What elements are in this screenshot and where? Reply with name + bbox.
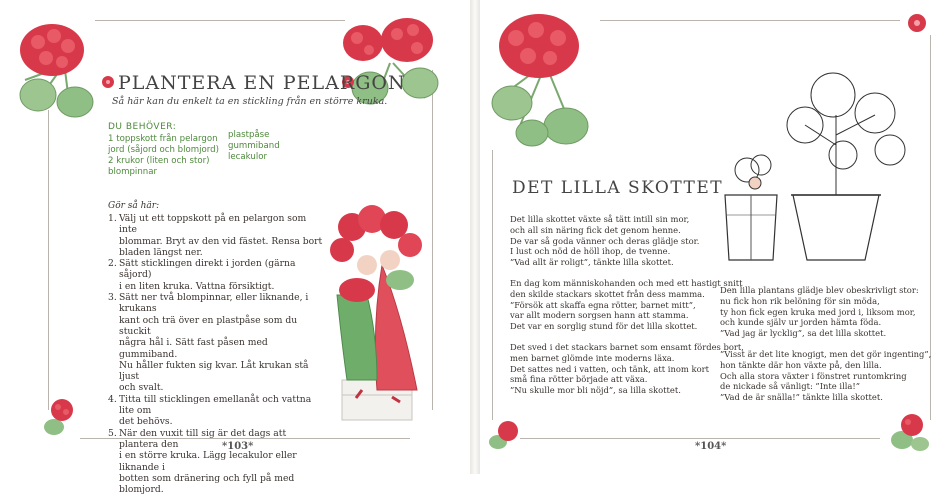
geranium-ornament-large [484, 8, 609, 148]
step-item: 4. Titta till sticklingen emellanåt och vattna lite om det behövs. [108, 393, 312, 428]
geranium-ornament-bottom-right [888, 410, 932, 454]
left-page [0, 0, 470, 495]
step-number: 1. [108, 213, 117, 224]
poem-stanza: Det sved i det stackars barnet som ensamt fördes bort, men barnet glömde inte moderns läxa. Det sattes ned i vatten, och tänk, att inom kort små fina rötter började att växa. ”Nu skulle mor bli nöjd”, sa lilla skottet. [510, 341, 744, 396]
plant-pots-illustration [715, 55, 930, 265]
poem-column-right [720, 285, 931, 413]
step-number: 3. [108, 292, 117, 304]
step-number: 4. [108, 393, 117, 405]
frame-top [600, 20, 900, 21]
frame-top-left [95, 20, 345, 21]
flower-girls-illustration [322, 205, 432, 430]
frame-left [48, 110, 49, 410]
frame-bottom [520, 438, 880, 439]
list-item: plastpåse [228, 130, 270, 140]
steps-heading: Gör så här: [108, 201, 160, 211]
page-number: *103* [222, 441, 254, 452]
geranium-ornament-bottom-left [488, 418, 524, 452]
page-number: *104* [695, 441, 727, 452]
frame-left [492, 150, 493, 420]
step-item: 5. När den vuxit till sig är det dags att plantera den i en större kruka. Lägg lecakulor eller liknande i botten som dränering och fyll på med blomjord. [108, 427, 297, 495]
step-number: 2. [108, 258, 117, 270]
geranium-ornament-top-left [10, 10, 120, 120]
steps-list [108, 213, 326, 495]
list-item: blompinnar [108, 167, 158, 177]
right-page [480, 0, 950, 474]
list-item: gummiband [228, 141, 280, 151]
flower-icon [906, 12, 928, 34]
step-item: 1. Välj ut ett toppskott på en pelargon som inte blommar. Bryt av den vid fästet. Rensa bort bladen längst ner. [108, 213, 323, 258]
book-gutter [470, 0, 480, 474]
poem-column-left [510, 214, 744, 406]
needs-list-1 [108, 134, 219, 178]
list-item: lecakulor [228, 152, 268, 162]
poem-stanza: Den lilla plantans glädje blev obeskrivligt stor: nu fick hon rik belöning för sin möda, ty hon fick egen kruka med jord i, liksom mor, och kunde själv ur jorden hämta föda. ”Vad jag är lycklig”, sa det lilla skottet. [720, 285, 919, 339]
poem-stanza: Det lilla skottet växte så tätt intill sin mor, och all sin näring fick det genom henne. De var så goda vänner och deras glädje stor. I lust och nöd de höll ihop, de tvenne. ”Vad allt är roligt”, tänkte lilla skottet. [510, 214, 700, 268]
list-item: jord (såjord och blomjord) [108, 145, 219, 155]
step-item: 3. Sätt ner två blompinnar, eller liknande, i krukans kant och trä över en plastpåse som du stuckit några hål i. Sätt fast påsen med gummiband. Nu håller fukten sig kvar. Låt krukan stå ljust och svalt. [108, 292, 309, 394]
needs-list-2 [228, 130, 280, 163]
flower-icon [100, 74, 116, 90]
list-item: 1 toppskott från pelargon [108, 134, 218, 144]
poem-stanza: ”Visst är det lite knogigt, men det gör ingenting”, hon tänkte där hon växte på, den lilla. Och alla stora växter i fönstret runtomkring de nickade så vänligt: ”Inte illa!” ”Vad de är snälla!” tänkte lilla skottet. [720, 348, 932, 403]
geranium-ornament-bottom-left [42, 395, 82, 440]
list-item: 2 krukor (liten och stor) [108, 156, 210, 166]
needs-heading: DU BEHÖVER: [108, 122, 177, 132]
poem-title: DET LILLA SKOTTET [512, 178, 724, 198]
poem-stanza: En dag kom människohanden och med ett hastigt snitt den skilde stackars skottet från dess mamma. ”Försök att skaffa egna rötter, barnet mitt”, var allt modern sorgsen hann att stamma. Det var en sorglig stund för det lilla skottet. [510, 277, 743, 332]
frame-right [432, 70, 433, 410]
page-title: PLANTERA EN PELARGON [118, 72, 406, 94]
page-subtitle: Så här kan du enkelt ta en stickling från en större kruka. [112, 96, 388, 107]
step-number: 5. [108, 427, 117, 439]
step-item: 2. Sätt sticklingen direkt i jorden (gärna såjord) i en liten kruka. Vattna försiktigt. [108, 258, 296, 292]
